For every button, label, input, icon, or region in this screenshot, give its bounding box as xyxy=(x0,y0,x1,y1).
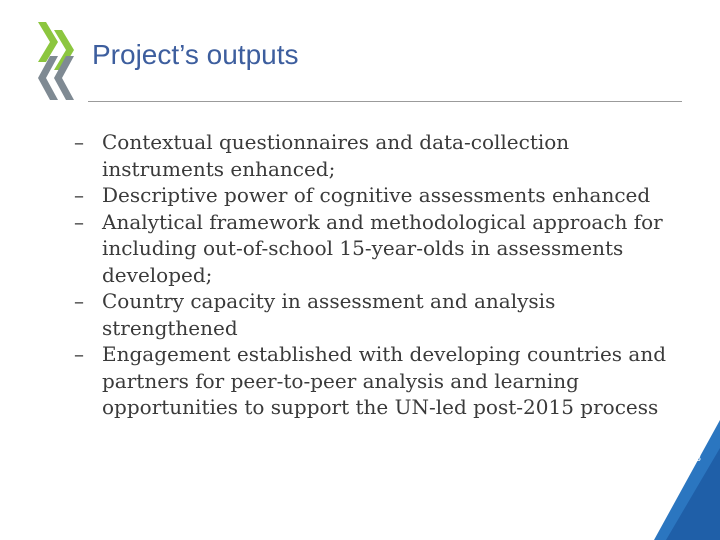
dash-marker: – xyxy=(74,289,84,313)
dash-marker: – xyxy=(74,130,84,154)
bullet-item xyxy=(74,129,684,182)
corner-decoration xyxy=(640,420,720,540)
bullet-text: Contextual questionnaires and data-collection instruments enhanced; xyxy=(102,130,570,181)
oecd-logo-icon xyxy=(36,22,80,100)
bullet-text: Country capacity in assessment and analysis strengthened xyxy=(102,289,556,340)
bullet-item xyxy=(74,341,684,421)
bullet-item xyxy=(74,182,684,209)
bullet-item xyxy=(74,288,684,341)
bullet-item xyxy=(74,209,684,289)
title-divider xyxy=(88,101,682,102)
bullet-list xyxy=(74,129,684,421)
dash-marker: – xyxy=(74,342,84,366)
bullet-text: Engagement established with developing countries and partners for peer-to-peer analysis and learning opportunities to support the UN-led post-2015 process xyxy=(102,342,667,419)
slide-title: Project’s outputs xyxy=(92,39,299,70)
logo-chevron-gray-right xyxy=(54,56,74,100)
page-number: 68 xyxy=(689,453,701,464)
dash-marker: – xyxy=(74,209,84,234)
bullet-text: Descriptive power of cognitive assessments enhanced xyxy=(102,183,651,207)
bullet-text: Analytical framework and methodological approach for including out-of-school 15-year-olds in assessments developed; xyxy=(102,209,663,287)
dash-marker: – xyxy=(74,183,84,207)
